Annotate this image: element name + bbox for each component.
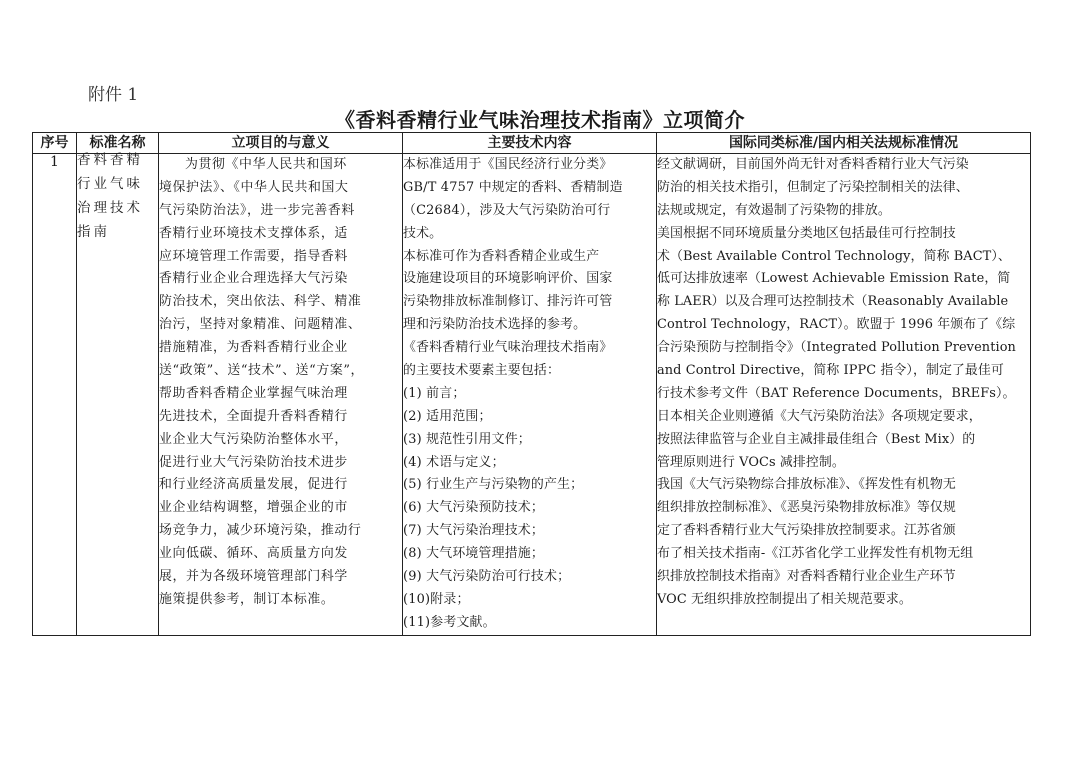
intl-line: 布了相关技术指南-《江苏省化学工业挥发性有机物无组	[657, 546, 974, 562]
purpose-line: 送“政策”、送“技术”、送“方案”，	[159, 363, 365, 379]
attachment-label: 附件 1	[88, 85, 139, 105]
purpose-line: 应环境管理工作需要，指导香料	[159, 248, 348, 264]
intl-line: 管理原则进行 VOCs 减排控制。	[657, 454, 845, 470]
purpose-line: 为贯彻《中华人民共和国环	[185, 157, 347, 172]
purpose-line: 先进技术，全面提升香料香精行	[159, 408, 348, 424]
purpose-line: 促进行业大气污染防治技术进步	[159, 454, 348, 470]
intl-line: 合污染预防与控制指令》（Integrated Pollution Prevention	[657, 340, 1016, 356]
document-title: 《香料香精行业气味治理技术指南》立项简介	[335, 108, 745, 132]
content-line: 技术。	[403, 225, 443, 241]
content-line: (8) 大气环境管理措施；	[403, 546, 544, 562]
intl-line: and Control Directive，简称 IPPC 指令），制定了最佳可	[657, 363, 1004, 379]
cell-purpose	[159, 154, 403, 636]
intl-line: 经文献调研，目前国外尚无针对香料香精行业大气污染	[657, 157, 969, 172]
purpose-line: 展，并为各级环境管理部门科学	[159, 569, 348, 585]
cell-seq: 1	[33, 154, 77, 636]
purpose-line: 气污染防治法》，进一步完善香料	[159, 202, 355, 218]
intl-line: Control Technology，RACT）。欧盟于 1996 年颁布了《综	[657, 317, 1016, 333]
intl-line: 我国《大气污染物综合排放标准》、《挥发性有机物无	[657, 477, 956, 493]
content-line: 《香料香精行业气味治理技术指南》	[403, 340, 613, 356]
purpose-line: 境保护法》、《中华人民共和国大	[159, 179, 349, 195]
content-line: GB/T 4757 中规定的香料、香精制造	[403, 179, 623, 195]
intl-line: 行技术参考文件（BAT Reference Documents，BREFs）。	[657, 385, 1016, 401]
content-line: 本标准可作为香料香精企业或生产	[403, 248, 600, 264]
purpose-line: 帮助香料香精企业掌握气味治理	[159, 385, 348, 401]
name-line: 指南	[77, 224, 110, 240]
purpose-line: 香精行业环境技术支撑体系，适	[159, 225, 348, 241]
intl-line: 美国根据不同环境质量分类地区包括最佳可行控制技	[657, 225, 956, 241]
intl-line: 日本相关企业则遵循《大气污染防治法》各项规定要求，	[657, 408, 982, 424]
intl-line: 组织排放控制标准》、《恶臭污染物排放标准》等仅规	[657, 500, 956, 516]
content-line: （C2684），涉及大气污染防治可行	[403, 202, 611, 218]
purpose-line: 防治技术，突出依法、科学、精准	[159, 294, 362, 310]
header-purpose: 立项目的与意义	[159, 133, 403, 154]
intl-line: 法规或规定，有效遏制了污染物的排放。	[657, 202, 891, 218]
project-summary-table	[32, 132, 1031, 636]
purpose-line: 施策提供参考，制订本标准。	[159, 591, 335, 607]
content-line: (3) 规范性引用文件；	[403, 431, 531, 447]
intl-line: 织排放控制技术指南》对香料香精行业企业生产环节	[657, 569, 956, 585]
intl-line: 防治的相关技术指引，但制定了污染控制相关的法律、	[657, 179, 969, 195]
content-line: (9) 大气污染防治可行技术；	[403, 569, 571, 585]
intl-line: VOC 无组织排放控制提出了相关规范要求。	[657, 591, 912, 607]
content-line: 污染物排放标准制修订、排污许可管	[403, 294, 613, 310]
table-row	[33, 154, 1031, 636]
content-line: (7) 大气污染治理技术；	[403, 523, 544, 539]
header-main-content: 主要技术内容	[403, 133, 657, 154]
content-line: 设施建设项目的环境影响评价、国家	[403, 271, 613, 287]
intl-line: 称 LAER）以及合理可达控制技术（Reasonably Available	[657, 294, 1009, 310]
content-line: 理和污染防治技术选择的参考。	[403, 317, 587, 333]
content-line: 的主要技术要素主要包括：	[403, 363, 561, 379]
content-line: (6) 大气污染预防技术；	[403, 500, 544, 516]
name-line: 治理技术	[77, 200, 143, 216]
name-line: 香料香精	[77, 152, 143, 168]
standard-name-text	[77, 148, 158, 244]
content-line: (10)附录；	[403, 591, 470, 607]
content-line: (1) 前言；	[403, 385, 466, 401]
purpose-line: 业企业结构调整，增强企业的市	[159, 500, 348, 516]
content-line: (11)参考文献。	[403, 614, 496, 630]
purpose-line: 香精行业企业合理选择大气污染	[159, 271, 348, 287]
purpose-line: 场竞争力，减少环境污染，推动行	[159, 523, 362, 539]
purpose-line: 治污，坚持对象精准、问题精准、	[159, 317, 362, 333]
content-line: (2) 适用范围；	[403, 408, 492, 424]
content-line: 本标准适用于《国民经济行业分类》	[403, 157, 613, 172]
content-line: (5) 行业生产与污染物的产生；	[403, 477, 584, 493]
intl-line: 按照法律监管与企业自主减排最佳组合（Best Mix）的	[657, 431, 976, 447]
purpose-line: 业企业大气污染防治整体水平，	[159, 431, 348, 447]
content-line: (4) 术语与定义；	[403, 454, 505, 470]
intl-line: 术（Best Available Control Technology，简称 BACT）、	[657, 248, 1011, 264]
header-international-standards: 国际同类标准/国内相关法规标准情况	[657, 133, 1031, 154]
purpose-line: 措施精准，为香料香精行业企业	[159, 340, 348, 356]
purpose-line: 业向低碳、循环、高质量方向发	[159, 546, 348, 562]
intl-line: 低可达排放速率（Lowest Achievable Emission Rate，简	[657, 271, 1011, 287]
purpose-line: 和行业经济高质量发展，促进行	[159, 477, 348, 493]
cell-international-standards	[657, 154, 1031, 636]
header-standard-name: 标准名称	[77, 133, 159, 154]
cell-main-content	[403, 154, 657, 636]
name-line: 行业气味	[77, 176, 143, 192]
intl-line: 定了香料香精行业大气污染排放控制要求。江苏省颁	[657, 523, 956, 539]
cell-standard-name	[77, 154, 159, 636]
table-header-row	[33, 133, 1031, 154]
header-seq: 序号	[33, 133, 77, 154]
